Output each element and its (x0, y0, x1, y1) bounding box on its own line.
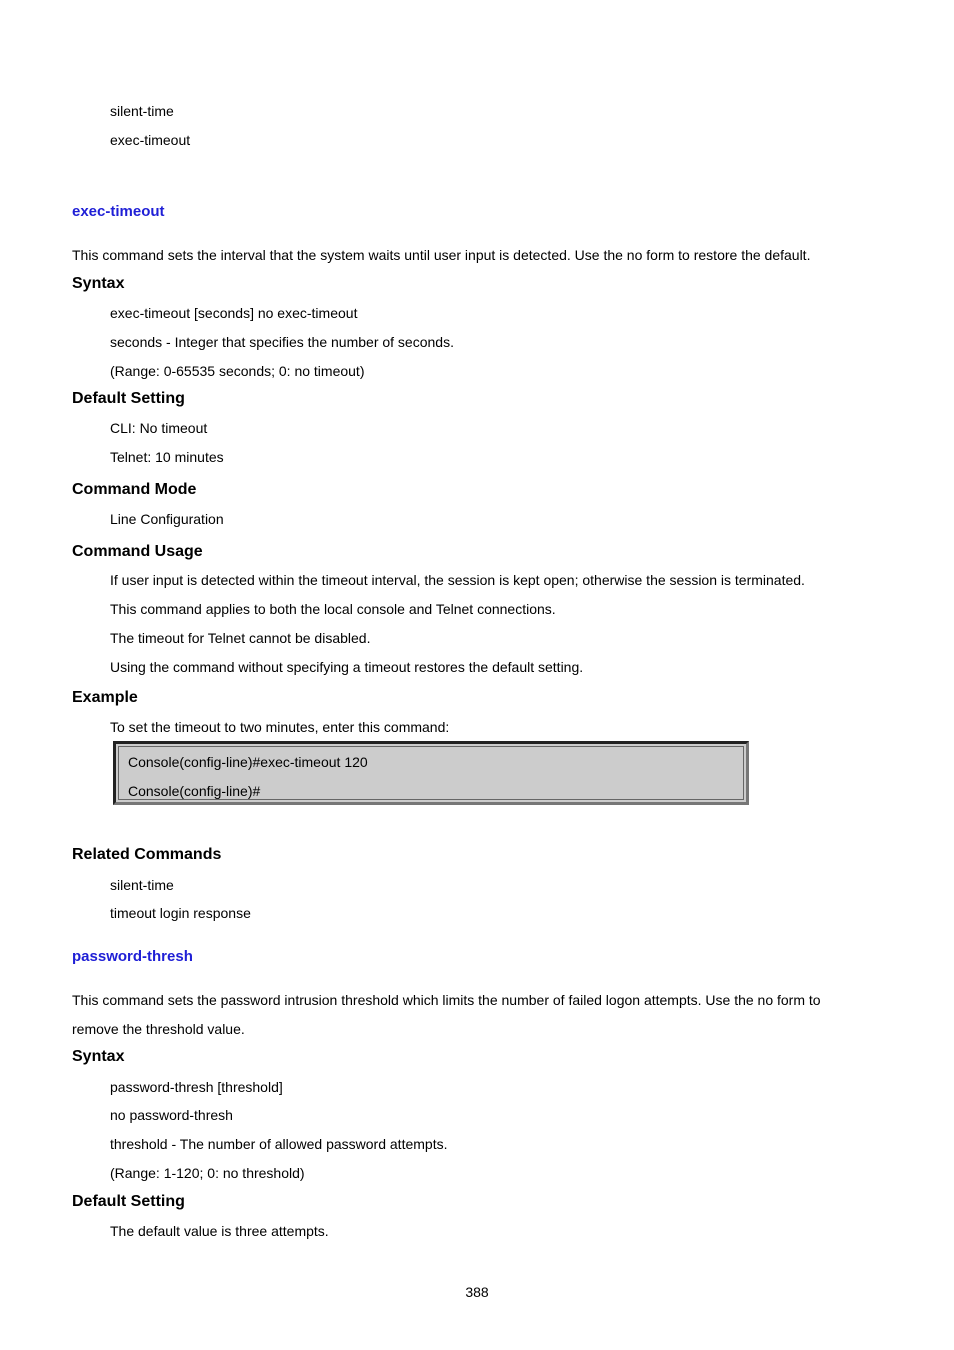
command-description: This command sets the password intrusion threshold which limits the number of failed logon attempts. Use the no form to (72, 992, 821, 1008)
syntax-line: no password-thresh (110, 1107, 233, 1123)
command-mode-value: Line Configuration (110, 511, 224, 527)
syntax-line: threshold - The number of allowed password attempts. (110, 1136, 448, 1152)
syntax-heading: Syntax (72, 1048, 125, 1065)
related-item: timeout login response (110, 905, 251, 921)
default-setting-line: The default value is three attempts. (110, 1223, 329, 1239)
code-line: Console(config-line)# (128, 783, 261, 799)
default-setting-heading: Default Setting (72, 1193, 185, 1210)
syntax-line: seconds - Integer that specifies the number of seconds. (110, 334, 454, 350)
syntax-heading: Syntax (72, 275, 125, 292)
example-intro: To set the timeout to two minutes, enter this command: (110, 719, 450, 735)
syntax-line: (Range: 1-120; 0: no threshold) (110, 1165, 305, 1181)
syntax-line: exec-timeout [seconds] no exec-timeout (110, 305, 358, 321)
usage-line: Using the command without specifying a timeout restores the default setting. (110, 659, 584, 675)
usage-line: If user input is detected within the timeout interval, the session is kept open; otherwise the session is terminated. (110, 572, 805, 588)
command-title: password-thresh (72, 948, 193, 965)
syntax-line: (Range: 0-65535 seconds; 0: no timeout) (110, 363, 365, 379)
code-example-box (113, 741, 749, 805)
code-line: Console(config-line)#exec-timeout 120 (128, 754, 368, 770)
usage-line: This command applies to both the local console and Telnet connections. (110, 601, 556, 617)
command-mode-heading: Command Mode (72, 481, 197, 498)
syntax-line: password-thresh [threshold] (110, 1079, 283, 1095)
command-title: exec-timeout (72, 203, 165, 220)
code-example-inner (118, 746, 744, 800)
related-item: silent-time (110, 877, 174, 893)
usage-line: The timeout for Telnet cannot be disabled. (110, 630, 371, 646)
default-setting-heading: Default Setting (72, 390, 185, 407)
example-heading: Example (72, 689, 138, 706)
page-number: 388 (465, 1284, 489, 1300)
default-setting-line: Telnet: 10 minutes (110, 449, 224, 465)
related-item: exec-timeout (110, 132, 191, 148)
command-description: remove the threshold value. (72, 1021, 245, 1037)
command-description: This command sets the interval that the system waits until user input is detected. Use the no form to restore the default. (72, 247, 811, 263)
command-usage-heading: Command Usage (72, 543, 203, 560)
related-commands-heading: Related Commands (72, 846, 222, 863)
default-setting-line: CLI: No timeout (110, 420, 208, 436)
related-item: silent-time (110, 103, 174, 119)
